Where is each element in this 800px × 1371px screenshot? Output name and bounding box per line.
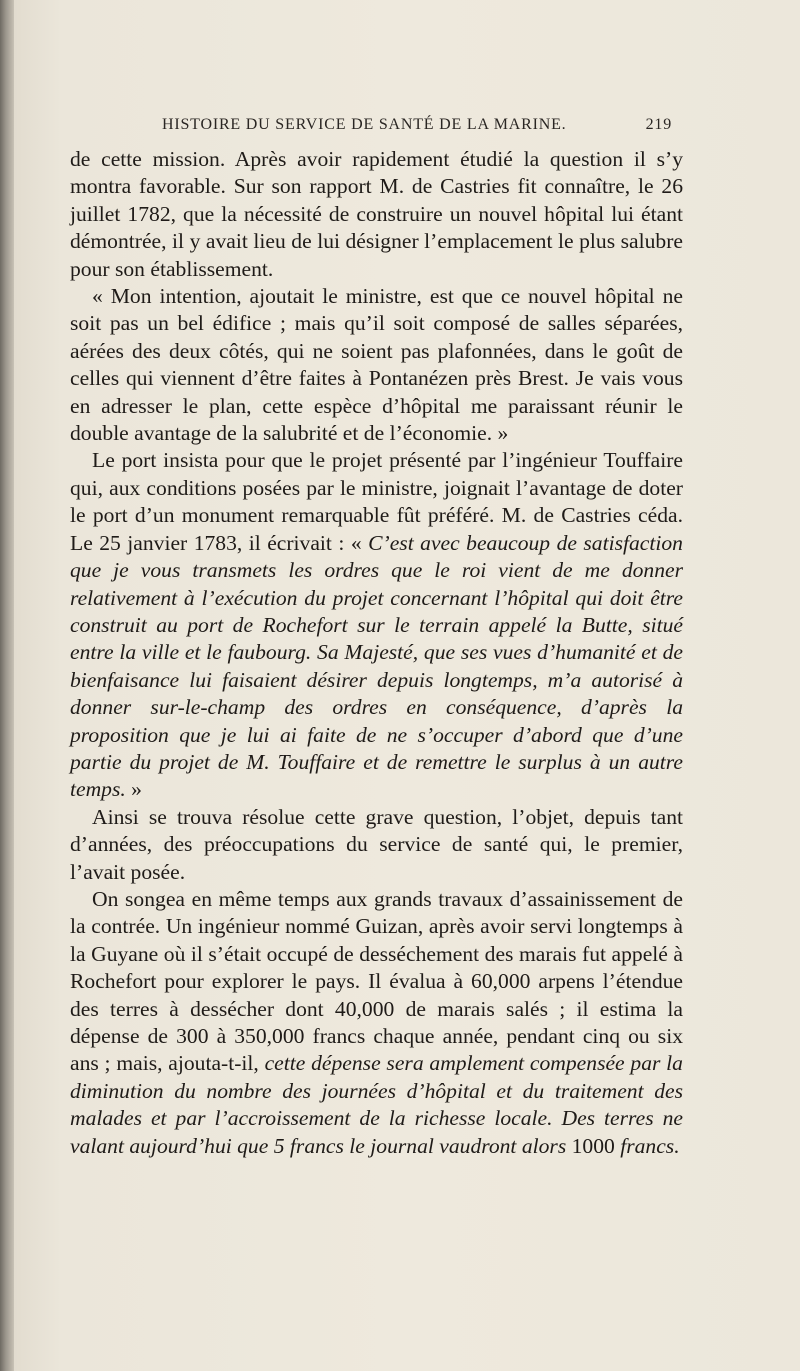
paragraph-2-text: « Mon intention, ajoutait le ministre, est que ce nouvel hôpital ne soit pas un bel édifice ; mais qu’il soit composé de salles séparées, aérées des deux côtés, qui ne soient pas plafonnées, dans le goût de celles qui viennent d’être faites à Pontanézen près Brest. Je vais vous en adresser le plan, cette espèce d’hôpital me paraissant réunir le double avantage de la salubrité et de l’économie. » [70,284,683,446]
paragraph-2 [70,283,683,447]
paragraph-4 [70,804,683,886]
paragraph-5-intro: On songea en même temps aux grands travaux d’assainissement de la contrée. Un ingénieur nommé Guizan, après avoir servi longtemps à la Guyane où il s’était occupé de desséchement des marais fut appelé à Rochefort pour explorer le pays. Il évalua à 60,000 arpens l’étendue des terres à dessécher dont 40,000 de marais salés ; il estima la dépense de 300 à 350,000 francs chaque année, pendant cinq ou six ans ; mais, ajouta-t-il, [70,886,683,1076]
book-binding-edge [0,0,14,1371]
paragraph-5 [70,886,683,1160]
paragraph-3-close-quote: » [125,777,142,802]
book-page [14,0,800,1371]
paragraph-4-text: Ainsi se trouva résolue cette grave question, l’objet, depuis tant d’années, des préoccupations du service de santé qui, le premier, l’avait posée. [70,804,683,884]
page-header [162,116,672,138]
paragraph-3 [70,447,683,803]
paragraph-5-ending: francs. [620,1133,680,1158]
paragraph-5-quotation: cette dépense sera amplement compensée par la diminution du nombre des journées d’hôpital et du traitement des malades et par l’accroissement de la richesse locale. Des terres ne valant aujourd’hui que 5 francs le journal vaudront alors [70,1051,683,1158]
running-title: HISTOIRE DU SERVICE DE SANTÉ DE LA MARINE. [162,116,567,133]
page-body [70,146,683,1160]
paragraph-5-number: 1000 [566,1133,621,1158]
paragraph-3-quotation: C’est avec beaucoup de satisfaction que je vous transmets les ordres que le roi vient de me donner relativement à l’exécution du projet concernant l’hôpital qui doit être construit au port de Rochefort sur le terrain appelé la Butte, situé entre la ville et le faubourg. Sa Majesté, que ses vues d’humanité et de bienfaisance lui faisaient désirer depuis longtemps, m’a autorisé à donner sur-le-champ des ordres en conséquence, d’après la proposition que je lui ai faite de ne s’occuper d’abord que d’une partie du projet de M. Touffaire et de remettre le surplus à un autre temps. [70,530,683,802]
paragraph-3-intro: Le port insista pour que le projet présenté par l’ingénieur Touffaire qui, aux conditions posées par le ministre, joignait l’avantage de doter le port d’un monument remarquable fût préféré. M. de Castries céda. Le 25 janvier 1783, il écrivait : « [70,448,683,555]
paragraph-1-text: de cette mission. Après avoir rapidement étudié la question il s’y montra favorable. Sur son rapport M. de Castries fit connaître, le 26 juillet 1782, que la nécessité de construire un nouvel hôpital lui étant démontrée, il y avait lieu de lui désigner l’emplacement le plus salubre pour son établissement. [70,147,683,281]
paragraph-1 [70,146,683,283]
page-number: 219 [645,116,672,133]
